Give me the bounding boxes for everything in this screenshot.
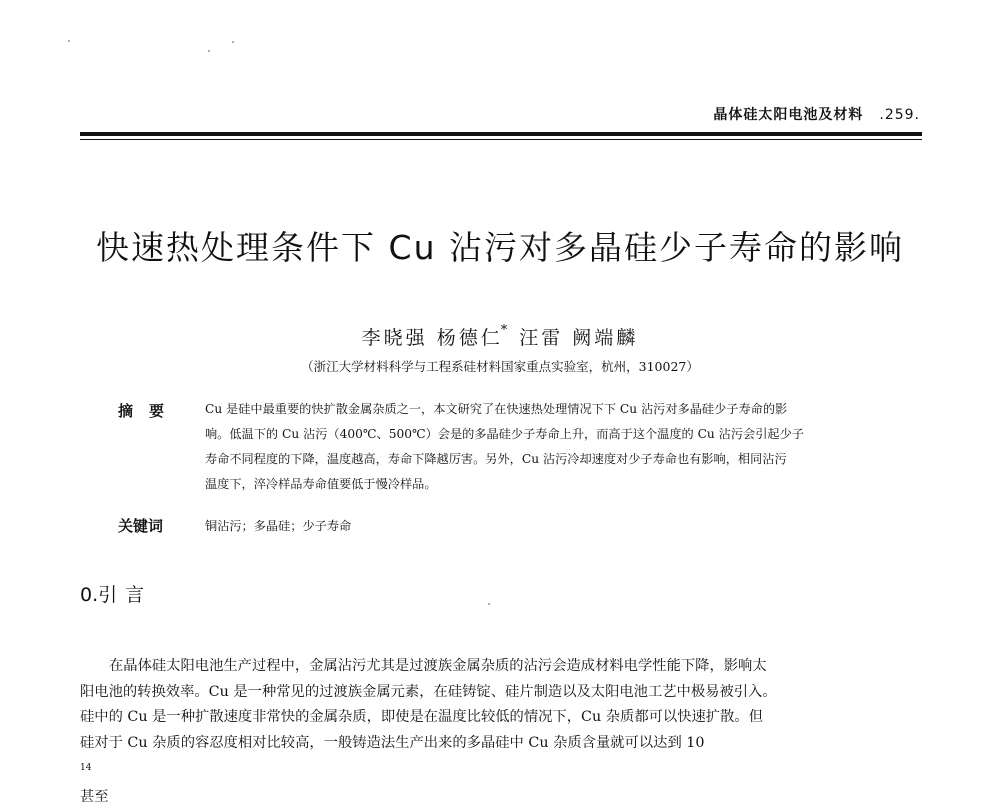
abstract-line: 温度下，淬冷样品寿命值要低于慢冷样品。 — [205, 477, 437, 491]
header-rule-thick — [80, 132, 922, 136]
section-number: 0.引 — [80, 584, 118, 606]
body-line: 硅中的 Cu 是一种扩散速度非常快的金属杂质，即使是在温度比较低的情况下，Cu 杂质都可以快速扩散。但 — [80, 709, 763, 725]
abstract-line: 寿命不同程度的下降，温度越高，寿命下降越厉害。另外，Cu 沾污冷却速度对少子寿命也有影响，相同沾污 — [205, 452, 787, 466]
affiliation: （浙江大学材料科学与工程系硅材料国家重点实验室，杭州，310027） — [301, 359, 699, 374]
scan-speck — [208, 50, 210, 52]
abstract-label: 摘要 — [118, 402, 181, 420]
keywords-text: 铜沾污；多晶硅；少子寿命 — [205, 519, 352, 533]
body-line-last — [80, 731, 925, 811]
body-line-last-end: 甚至 — [80, 789, 109, 806]
authors-first: 李晓强 杨德仁 — [361, 327, 503, 349]
abstract-body — [205, 397, 930, 497]
journal-name: 晶体硅太阳电池及材料 — [713, 107, 864, 123]
exponent: 14 — [80, 763, 92, 773]
paper-title: 快速热处理条件下 Cu 沾污对多晶硅少子寿命的影响 — [96, 228, 904, 267]
body-line: 阳电池的转换效率。Cu 是一种常见的过渡族金属元素，在硅铸锭、硅片制造以及太阳电池工艺中极易被引入。 — [80, 683, 777, 700]
scan-speck — [68, 40, 70, 42]
abstract-line: Cu 是硅中最重要的快扩散金属杂质之一，本文研究了在快速热处理情况下下 Cu 沾污对多晶硅少子寿命的影 — [205, 402, 788, 416]
header-rule-thin — [80, 139, 922, 140]
body-paragraph — [80, 654, 925, 811]
abstract-line: 响。低温下的 Cu 沾污（400℃、500℃）会是的多晶硅少子寿命上升，而高于这个温度的 Cu 沾污会引起少子 — [205, 427, 804, 441]
running-header — [713, 104, 920, 124]
page-number: .259. — [879, 107, 920, 123]
scan-speck — [232, 41, 234, 43]
body-line: 在晶体硅太阳电池生产过程中，金属沾污尤其是过渡族金属杂质的沾污会造成材料电学性能下降，影响太 — [109, 658, 767, 674]
body-line-last-start: 硅对于 Cu 杂质的容忍度相对比较高，一般铸造法生产出来的多晶硅中 Cu 杂质含量就可以达到 10 — [80, 734, 705, 751]
scan-speck — [488, 603, 490, 605]
author-list — [0, 323, 1000, 350]
keywords-label: 关键词 — [118, 517, 164, 535]
corresponding-mark: * — [500, 323, 511, 338]
section-heading — [80, 580, 158, 607]
authors-rest: 汪雷 阙端麟 — [510, 327, 639, 349]
section-title: 言 — [125, 584, 159, 606]
